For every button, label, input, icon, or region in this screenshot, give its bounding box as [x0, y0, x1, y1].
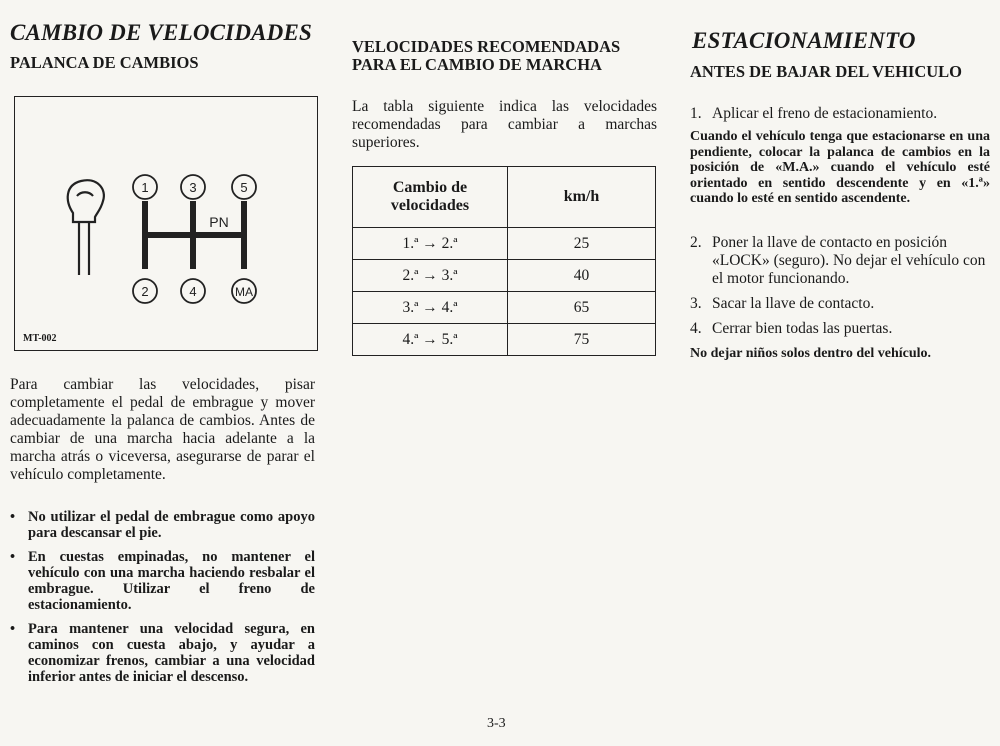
warning-text: No utilizar el pedal de embrague como apoyo para descansar el pie. — [28, 509, 315, 541]
page-number: 3-3 — [487, 716, 506, 731]
gear-4-label: 4 — [189, 284, 197, 299]
table-header-row — [353, 167, 656, 228]
table-row — [353, 324, 656, 356]
cell-shift: 2.ª → 3.ª — [353, 260, 508, 292]
gear-1-label: 1 — [141, 180, 149, 195]
parking-slope-note: Cuando el vehículo tenga que estacionarse en una pendiente, colocar la palanca de cambios en la posición de «M.A.» cuando el vehículo esté orientado en sentido descendente y en «1.ª» cuando lo esté en sentido ascendente. — [690, 129, 990, 206]
bullet-icon: • — [10, 621, 16, 637]
step-item — [690, 105, 990, 123]
step-number: 2. — [690, 234, 702, 251]
warning-item — [10, 621, 315, 685]
gear-pattern-diagram — [15, 97, 317, 350]
section-title-cambio: CAMBIO DE VELOCIDADES — [10, 20, 313, 45]
step-text: Poner la llave de contacto en posición «LOCK» (seguro). No dejar el vehículo con el motor funcionando. — [712, 234, 986, 287]
cell-speed: 75 — [508, 324, 656, 356]
neutral-label: PN — [209, 214, 229, 230]
subtitle-palanca: PALANCA DE CAMBIOS — [10, 53, 199, 72]
cell-shift: 3.ª → 4.ª — [353, 292, 508, 324]
step-text: Aplicar el freno de estacionamiento. — [712, 105, 938, 122]
gear-knob-icon — [68, 180, 104, 275]
cell-shift: 1.ª → 2.ª — [353, 228, 508, 260]
step-item — [690, 320, 990, 338]
cell-speed: 40 — [508, 260, 656, 292]
gear-2-label: 2 — [141, 284, 149, 299]
table-row — [353, 260, 656, 292]
cell-speed: 25 — [508, 228, 656, 260]
subtitle-antes-de-bajar: ANTES DE BAJAR DEL VEHICULO — [690, 62, 963, 81]
table-row — [353, 292, 656, 324]
figure-code: MT-002 — [23, 333, 57, 344]
bullet-icon: • — [10, 549, 16, 565]
header-shift: Cambio de velocidades — [353, 167, 508, 228]
table-intro: La tabla siguiente indica las velocidades recomendadas para cambiar a marchas superiores. — [352, 98, 657, 151]
step-number: 1. — [690, 105, 702, 122]
shift-pattern-lines — [145, 201, 244, 269]
cell-speed: 65 — [508, 292, 656, 324]
gear-5-label: 5 — [240, 180, 248, 195]
step-number: 3. — [690, 295, 702, 312]
gear-reverse-label: MA — [235, 285, 253, 299]
step-item — [690, 295, 990, 313]
warning-item — [10, 549, 315, 613]
intro-paragraph: Para cambiar las velocidades, pisar completamente el pedal de embrague y mover adecuadamente la palanca de cambios. Antes de cambiar de una marcha hacia adelante a la marcha atrás o viceversa, asegurarse de parar el vehículo completamente. — [10, 376, 315, 483]
step-text: Cerrar bien todas las puertas. — [712, 320, 893, 337]
header-kmh: km/h — [508, 167, 656, 228]
step-item — [690, 234, 990, 288]
warning-text: En cuestas empinadas, no mantener el vehículo con una marcha haciendo resbalar el embrague. Utilizar el freno de estacionamiento. — [28, 549, 315, 613]
bullet-icon: • — [10, 509, 16, 525]
warning-text: Para mantener una velocidad segura, en caminos con cuesta abajo, y ayudar a economizar frenos, cambiar a una velocidad inferior antes de iniciar el descenso. — [28, 621, 315, 685]
warning-item — [10, 509, 315, 541]
cell-shift: 4.ª → 5.ª — [353, 324, 508, 356]
subtitle-velocidades: VELOCIDADES RECOMENDADAS PARA EL CAMBIO DE MARCHA — [352, 37, 621, 74]
step-text: Sacar la llave de contacto. — [712, 295, 875, 312]
warning-list — [10, 509, 315, 693]
gear-shift-figure — [14, 96, 318, 351]
steps-list-first — [690, 105, 990, 123]
step-number: 4. — [690, 320, 702, 337]
steps-list-rest — [690, 234, 990, 345]
gear-3-label: 3 — [189, 180, 197, 195]
section-title-estacionamiento: ESTACIONAMIENTO — [692, 28, 916, 53]
speed-table — [352, 166, 656, 356]
children-warning: No dejar niños solos dentro del vehículo. — [690, 346, 932, 361]
table-row — [353, 228, 656, 260]
